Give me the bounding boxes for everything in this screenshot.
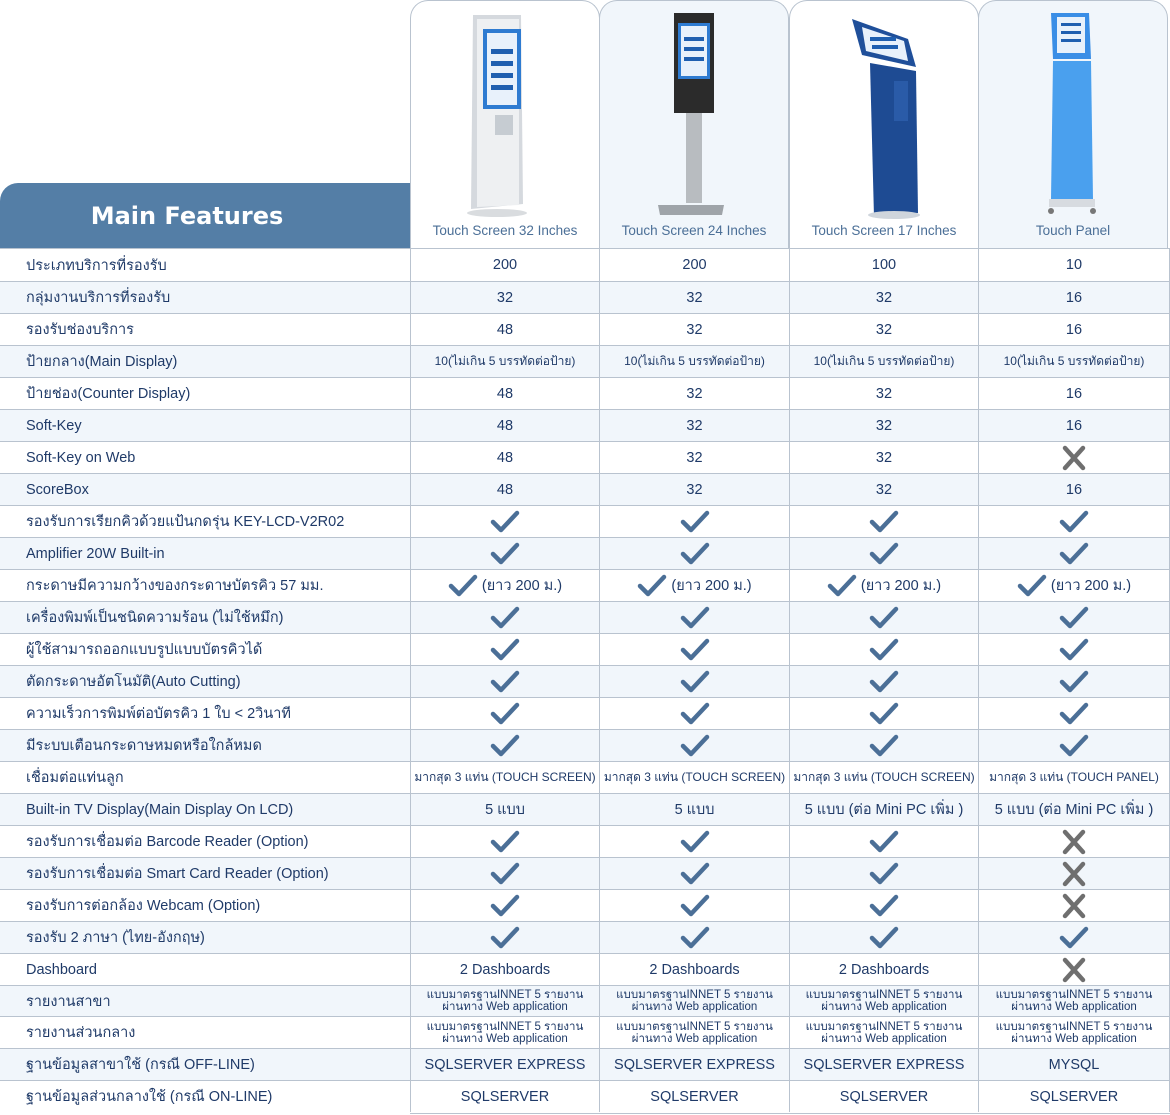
check-icon — [680, 893, 710, 919]
feature-value: 2 Dashboards — [410, 954, 599, 985]
check-icon — [490, 669, 520, 695]
check-icon — [490, 541, 520, 567]
check-icon — [680, 637, 710, 663]
feature-value: 100 — [789, 249, 978, 281]
check-icon — [680, 669, 710, 695]
cross-icon — [1059, 893, 1089, 919]
product-name-3: Touch Screen 17 Inches — [811, 223, 957, 238]
feature-value — [599, 698, 789, 729]
table-row — [0, 473, 1170, 505]
table-row — [0, 601, 1170, 633]
report-line: แบบมาตรฐานINNET 5 รายงาน — [995, 989, 1153, 1001]
feature-value — [599, 570, 789, 601]
feature-value — [978, 634, 1170, 665]
feature-value — [599, 1017, 789, 1048]
check-icon — [869, 637, 899, 663]
check-icon — [490, 733, 520, 759]
table-row — [0, 281, 1170, 313]
feature-value: SQLSERVER — [789, 1081, 978, 1112]
paper-length-text: (ยาว 200 ม.) — [671, 578, 752, 594]
feature-label: ScoreBox — [26, 481, 89, 498]
feature-value — [599, 858, 789, 889]
check-icon — [869, 925, 899, 951]
check-icon — [1017, 573, 1047, 599]
feature-value — [789, 922, 978, 953]
check-icon — [1059, 541, 1089, 567]
feature-value — [789, 698, 978, 729]
product-name-4: Touch Panel — [1035, 223, 1111, 238]
product-column-4 — [978, 0, 1168, 248]
report-line: แบบมาตรฐานINNET 5 รายงาน — [426, 989, 584, 1001]
feature-value: 32 — [789, 442, 978, 473]
feature-label: มีระบบเตือนกระดาษหมดหรือใกล้หมด — [26, 738, 262, 754]
report-line: แบบมาตรฐานINNET 5 รายงาน — [995, 1020, 1153, 1033]
table-row — [0, 729, 1170, 761]
table-row — [0, 377, 1170, 409]
check-icon — [637, 573, 667, 599]
feature-value — [410, 1017, 599, 1048]
check-icon — [490, 829, 520, 855]
feature-value: 16 — [978, 410, 1170, 441]
check-icon — [869, 541, 899, 567]
feature-value: 32 — [789, 474, 978, 505]
feature-label: กระดาษมีความกว้างของกระดาษบัตรคิว 57 มม. — [26, 578, 324, 594]
table-row — [0, 505, 1170, 537]
table-row — [0, 761, 1170, 793]
product-column-2 — [599, 0, 789, 248]
check-icon — [490, 509, 520, 535]
feature-value: 10(ไม่เกิน 5 บรรทัดต่อป้าย) — [978, 346, 1170, 377]
report-line: ผ่านทาง Web application — [821, 1001, 947, 1013]
check-icon — [869, 605, 899, 631]
feature-label: Soft-Key — [26, 417, 82, 434]
feature-value: 48 — [410, 474, 599, 505]
feature-value — [599, 666, 789, 697]
feature-value — [599, 826, 789, 857]
report-line: แบบมาตรฐานINNET 5 รายงาน — [616, 989, 773, 1001]
check-icon — [490, 925, 520, 951]
feature-label: ผู้ใช้สามารถออกแบบรูปแบบบัตรคิวได้ — [26, 642, 263, 658]
feature-label: รองรับการต่อกล้อง Webcam (Option) — [26, 898, 261, 914]
feature-label: รายงานสาขา — [26, 993, 111, 1010]
check-icon — [869, 701, 899, 727]
feature-value — [978, 506, 1170, 537]
kiosk-17-image — [790, 9, 979, 219]
check-icon — [490, 701, 520, 727]
feature-label: รองรับการเชื่อมต่อ Smart Card Reader (Option) — [26, 866, 329, 882]
table-row — [0, 985, 1170, 1016]
feature-value — [789, 602, 978, 633]
table-row — [0, 825, 1170, 857]
cross-icon — [1059, 957, 1089, 983]
table-row — [0, 409, 1170, 441]
feature-value — [410, 730, 599, 761]
product-name-2: Touch Screen 24 Inches — [621, 223, 767, 238]
table-row — [0, 953, 1170, 985]
table-row — [0, 1048, 1170, 1080]
feature-value: 32 — [599, 282, 789, 313]
check-icon — [680, 733, 710, 759]
feature-label: รองรับ 2 ภาษา (ไทย-อังกฤษ) — [26, 930, 205, 946]
report-line: แบบมาตรฐานINNET 5 รายงาน — [616, 1020, 773, 1033]
check-icon — [680, 829, 710, 855]
feature-label: รายงานส่วนกลาง — [26, 1025, 136, 1041]
table-row — [0, 857, 1170, 889]
feature-value: 48 — [410, 314, 599, 345]
feature-value — [789, 858, 978, 889]
feature-value — [410, 506, 599, 537]
feature-value — [789, 1017, 978, 1048]
feature-value: 2 Dashboards — [789, 954, 978, 985]
feature-label: ฐานข้อมูลสาขาใช้ (กรณี OFF-LINE) — [26, 1057, 255, 1073]
check-icon — [680, 925, 710, 951]
table-row — [0, 248, 1170, 281]
table-row — [0, 921, 1170, 953]
check-icon — [490, 605, 520, 631]
table-row — [0, 441, 1170, 473]
feature-label: ประเภทบริการที่รองรับ — [26, 257, 167, 274]
feature-value — [978, 858, 1170, 889]
feature-value — [978, 826, 1170, 857]
feature-label: ฐานข้อมูลส่วนกลางใช้ (กรณี ON-LINE) — [26, 1089, 273, 1105]
feature-value: 5 แบบ — [410, 794, 599, 825]
feature-value — [978, 1017, 1170, 1048]
feature-value — [789, 506, 978, 537]
feature-label: Dashboard — [26, 961, 97, 978]
check-icon — [490, 861, 520, 887]
report-line: ผ่านทาง Web application — [821, 1032, 947, 1045]
feature-value: 5 แบบ — [599, 794, 789, 825]
check-icon — [490, 893, 520, 919]
feature-value: MYSQL — [978, 1049, 1170, 1080]
feature-value — [978, 698, 1170, 729]
feature-value — [789, 538, 978, 569]
table-bottom-border — [410, 1113, 1170, 1114]
paper-length-text: (ยาว 200 ม.) — [481, 578, 563, 594]
feature-value: 10(ไม่เกิน 5 บรรทัดต่อป้าย) — [599, 346, 789, 377]
cross-icon — [1059, 445, 1089, 471]
feature-label: ความเร็วการพิมพ์ต่อบัตรคิว 1 ใบ < 2วินาที — [26, 706, 291, 722]
check-icon — [827, 573, 857, 599]
main-features-title: Main Features — [90, 201, 284, 230]
feature-value — [410, 890, 599, 921]
table-row — [0, 889, 1170, 921]
check-icon — [680, 509, 710, 535]
feature-value — [599, 538, 789, 569]
check-icon — [680, 861, 710, 887]
feature-value — [599, 986, 789, 1016]
cross-icon — [1059, 829, 1089, 855]
feature-value — [599, 890, 789, 921]
check-icon — [869, 893, 899, 919]
feature-label: Amplifier 20W Built-in — [26, 545, 165, 562]
feature-label: ป้ายกลาง(Main Display) — [26, 354, 178, 370]
feature-value — [789, 986, 978, 1016]
report-line: ผ่านทาง Web application — [631, 1032, 758, 1045]
touch-panel-image — [979, 9, 1168, 219]
table-row — [0, 793, 1170, 825]
table-row — [0, 537, 1170, 569]
feature-label: รองรับการเชื่อมต่อ Barcode Reader (Option) — [26, 834, 309, 850]
feature-value: 32 — [789, 314, 978, 345]
feature-value — [978, 538, 1170, 569]
feature-value — [410, 570, 599, 601]
check-icon — [869, 509, 899, 535]
feature-value — [599, 922, 789, 953]
feature-value — [599, 602, 789, 633]
feature-label: Built-in TV Display(Main Display On LCD) — [26, 801, 294, 818]
feature-value — [789, 634, 978, 665]
feature-value: 48 — [410, 410, 599, 441]
feature-label: ตัดกระดาษอัตโนมัติ(Auto Cutting) — [26, 674, 241, 690]
feature-value — [789, 570, 978, 601]
feature-value — [410, 922, 599, 953]
feature-value: 10 — [978, 249, 1170, 281]
feature-value — [978, 570, 1170, 601]
check-icon — [680, 605, 710, 631]
check-icon — [869, 829, 899, 855]
feature-label: กลุ่มงานบริการที่รองรับ — [26, 290, 171, 306]
feature-value — [410, 602, 599, 633]
feature-value — [599, 730, 789, 761]
table-row — [0, 633, 1170, 665]
feature-label: ป้ายช่อง(Counter Display) — [26, 386, 191, 402]
feature-value: 48 — [410, 442, 599, 473]
feature-value: 32 — [599, 378, 789, 409]
feature-value — [410, 986, 599, 1016]
feature-label: รองรับช่องบริการ — [26, 322, 134, 338]
feature-value — [410, 666, 599, 697]
check-icon — [869, 861, 899, 887]
kiosk-24-image — [600, 9, 789, 219]
feature-value: 10(ไม่เกิน 5 บรรทัดต่อป้าย) — [410, 346, 599, 377]
feature-value: 200 — [410, 249, 599, 281]
feature-value: มากสุด 3 แท่น (TOUCH PANEL) — [978, 762, 1170, 793]
feature-value: 32 — [599, 474, 789, 505]
feature-value — [789, 666, 978, 697]
report-line: ผ่านทาง Web application — [631, 1001, 758, 1013]
feature-value: มากสุด 3 แท่น (TOUCH SCREEN) — [599, 762, 789, 793]
report-line: ผ่านทาง Web application — [1011, 1032, 1137, 1045]
table-row — [0, 1080, 1170, 1112]
check-icon — [1059, 925, 1089, 951]
feature-value: 32 — [599, 314, 789, 345]
table-row — [0, 665, 1170, 697]
check-icon — [1059, 509, 1089, 535]
feature-value: 16 — [978, 314, 1170, 345]
feature-value: 32 — [599, 442, 789, 473]
feature-value — [978, 666, 1170, 697]
paper-length-text: (ยาว 200 ม.) — [860, 578, 942, 594]
kiosk-32-image — [411, 9, 600, 219]
feature-value — [978, 730, 1170, 761]
check-icon — [1059, 669, 1089, 695]
feature-value: 5 แบบ (ต่อ Mini PC เพิ่ม ) — [978, 794, 1170, 825]
feature-value: มากสุด 3 แท่น (TOUCH SCREEN) — [789, 762, 978, 793]
feature-value — [978, 922, 1170, 953]
product-column-1 — [410, 0, 600, 248]
feature-value: 32 — [599, 410, 789, 441]
product-column-3 — [789, 0, 979, 248]
table-row — [0, 345, 1170, 377]
feature-value: 32 — [789, 282, 978, 313]
check-icon — [490, 637, 520, 663]
feature-label: Soft-Key on Web — [26, 449, 136, 466]
feature-value — [789, 890, 978, 921]
feature-value — [410, 858, 599, 889]
report-line: แบบมาตรฐานINNET 5 รายงาน — [805, 989, 963, 1001]
feature-value: 16 — [978, 474, 1170, 505]
feature-label: เครื่องพิมพ์เป็นชนิดความร้อน (ไม่ใช้หมึก) — [26, 610, 284, 626]
check-icon — [1059, 733, 1089, 759]
feature-value: 200 — [599, 249, 789, 281]
feature-value: 48 — [410, 378, 599, 409]
feature-label: รองรับการเรียกคิวด้วยแป้นกดรุ่น KEY-LCD-V2R02 — [26, 514, 345, 530]
feature-value — [599, 506, 789, 537]
check-icon — [1059, 701, 1089, 727]
feature-value — [410, 826, 599, 857]
report-line: แบบมาตรฐานINNET 5 รายงาน — [426, 1020, 584, 1033]
report-line: ผ่านทาง Web application — [442, 1001, 568, 1013]
feature-value — [978, 986, 1170, 1016]
cross-icon — [1059, 861, 1089, 887]
product-name-1: Touch Screen 32 Inches — [432, 223, 578, 238]
feature-value: 32 — [789, 410, 978, 441]
check-icon — [869, 733, 899, 759]
feature-value: 16 — [978, 282, 1170, 313]
feature-value — [789, 826, 978, 857]
feature-value: 16 — [978, 378, 1170, 409]
table-row — [0, 697, 1170, 729]
main-features-heading — [0, 183, 410, 248]
feature-value: 32 — [789, 378, 978, 409]
table-row — [0, 313, 1170, 345]
feature-value — [410, 538, 599, 569]
feature-value — [978, 890, 1170, 921]
feature-value: SQLSERVER EXPRESS — [599, 1049, 789, 1080]
feature-value: 2 Dashboards — [599, 954, 789, 985]
check-icon — [1059, 605, 1089, 631]
feature-value — [978, 954, 1170, 985]
table-row — [0, 569, 1170, 601]
check-icon — [1059, 637, 1089, 663]
feature-value: SQLSERVER — [410, 1081, 599, 1112]
feature-value — [978, 602, 1170, 633]
feature-value: SQLSERVER — [599, 1081, 789, 1112]
feature-value: SQLSERVER — [978, 1081, 1170, 1112]
report-line: ผ่านทาง Web application — [1011, 1001, 1137, 1013]
check-icon — [680, 701, 710, 727]
feature-value: 32 — [410, 282, 599, 313]
report-line: แบบมาตรฐานINNET 5 รายงาน — [805, 1020, 963, 1033]
feature-value: SQLSERVER EXPRESS — [789, 1049, 978, 1080]
feature-value: มากสุด 3 แท่น (TOUCH SCREEN) — [410, 762, 599, 793]
feature-value — [978, 442, 1170, 473]
feature-value — [410, 634, 599, 665]
feature-value — [599, 634, 789, 665]
report-line: ผ่านทาง Web application — [442, 1032, 568, 1045]
paper-length-text: (ยาว 200 ม.) — [1050, 578, 1132, 594]
check-icon — [448, 573, 478, 599]
comparison-header — [0, 0, 1170, 248]
check-icon — [680, 541, 710, 567]
table-row — [0, 1016, 1170, 1048]
feature-value — [789, 730, 978, 761]
feature-value: SQLSERVER EXPRESS — [410, 1049, 599, 1080]
feature-value: 5 แบบ (ต่อ Mini PC เพิ่ม ) — [789, 794, 978, 825]
check-icon — [869, 669, 899, 695]
feature-label: เชื่อมต่อแท่นลูก — [26, 770, 124, 786]
feature-value: 10(ไม่เกิน 5 บรรทัดต่อป้าย) — [789, 346, 978, 377]
feature-value — [410, 698, 599, 729]
